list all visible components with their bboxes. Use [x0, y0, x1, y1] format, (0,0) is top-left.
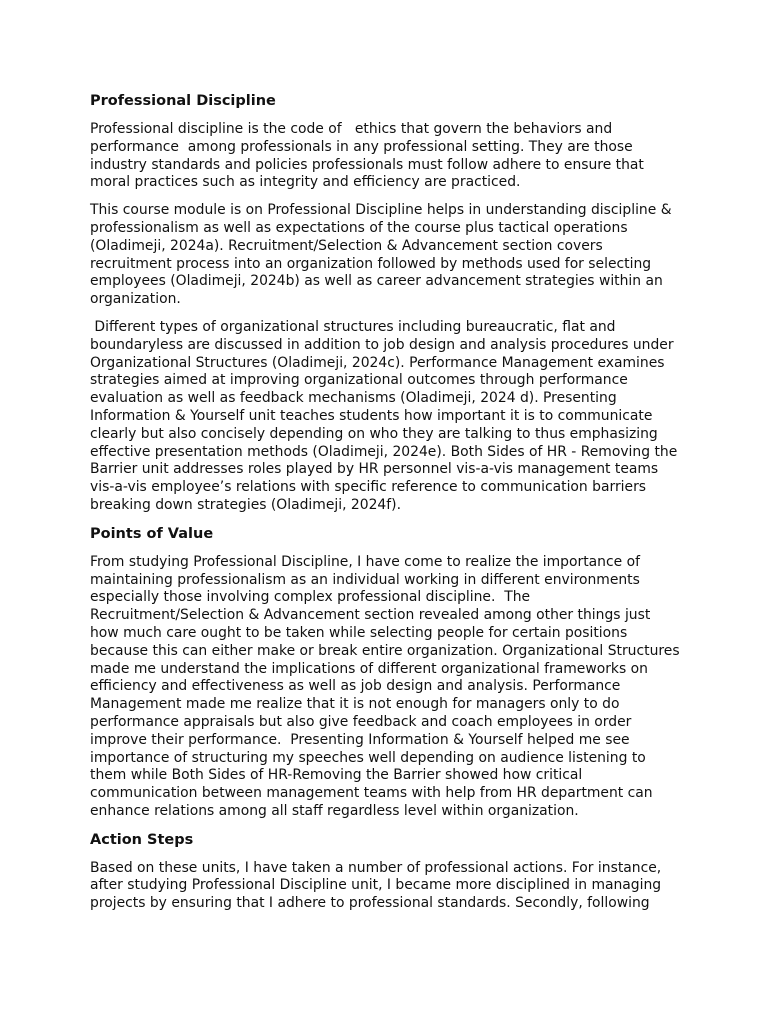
points-of-value-heading: Points of Value: [90, 525, 214, 542]
intro-paragraph-3: Different types of organizational structures including bureaucratic, flat and boundaryless are discussed in addition to job design and analysis procedures under Organizational Structures (Oladimeji, 2024c). Performance Management examines strategies aimed at improving organizational outcomes through performance evaluation as well as feedback mechanisms (Oladimeji, 2024 d). Presenting Information & Yourself unit teaches students how important it is to communicate clearly but also concisely depending on who they are talking to thus emphasizing effective presentation methods (Oladimeji, 2024e). Both Sides of HR - Removing the Barrier unit addresses roles played by HR personnel vis-a-vis management teams vis-a-vis employee’s relations with specific reference to communication barriers breaking down strategies (Oladimeji, 2024f).: [90, 318, 678, 513]
action-steps-heading: Action Steps: [90, 831, 194, 848]
document-title: Professional Discipline: [90, 93, 276, 109]
points-of-value-paragraph: From studying Professional Discipline, I have come to realize the importance of maintaining professionalism as an individual working in different environments especially those involving complex professional discipline. The Recruitment/Selection & Advancement section revealed among other things just how much care ought to be taken while selecting people for certain positions because this can either make or break entire organization. Organizational Structures made me understand the implications of different organizational frameworks on efficiency and effectiveness as well as job design and analysis. Performance Management made me realize that it is not enough for managers only to do performance appraisals but also give feedback and coach employees in order improve their performance. Presenting Information & Yourself helped me see importance of structuring my speeches well depending on audience listening to them while Both Sides of HR-Removing the Barrier showed how critical communication between management teams with help from HR department can enhance relations among all staff regardless level within organization.: [90, 553, 680, 819]
document-page: [90, 92, 680, 923]
intro-paragraph-1: Professional discipline is the code of ethics that govern the behaviors and performance among professionals in any professional setting. They are those industry standards and policies professionals must follow adhere to ensure that moral practices such as integrity and efficiency are practiced.: [90, 121, 644, 191]
intro-paragraph-2: This course module is on Professional Discipline helps in understanding discipline & professionalism as well as expectations of the course plus tactical operations (Oladimeji, 2024a). Recruitment/Selection & Advancement section covers recruitment process into an organization followed by methods used for selecting employees (Oladimeji, 2024b) as well as career advancement strategies within an organization.: [90, 202, 672, 308]
action-steps-paragraph: Based on these units, I have taken a number of professional actions. For instance, after studying Professional Discipline unit, I became more disciplined in managing projects by ensuring that I adhere to professional standards. Secondly, following: [90, 859, 662, 912]
